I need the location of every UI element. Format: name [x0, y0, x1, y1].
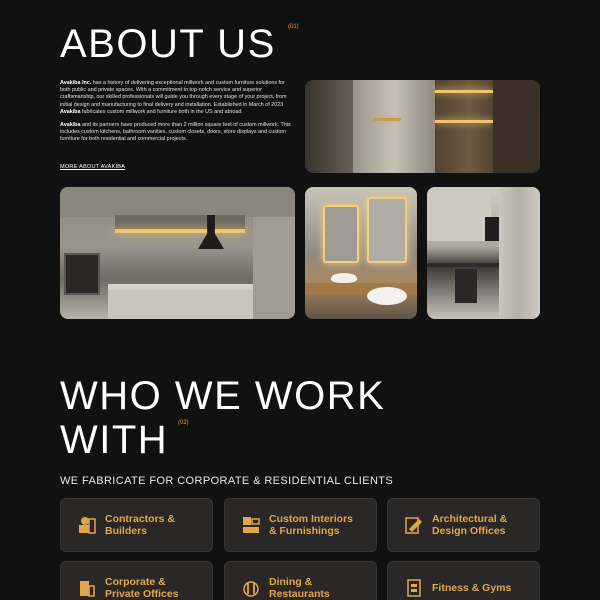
card-label: Dining & Restaurants: [269, 576, 330, 600]
card-label: Fitness & Gyms: [432, 582, 512, 594]
card-contractors-builders[interactable]: [60, 498, 213, 552]
card-architectural-design[interactable]: [387, 498, 540, 552]
architecture-icon: [404, 515, 424, 535]
card-label: Corporate & Private Offices: [105, 576, 179, 600]
contractor-icon: [77, 515, 97, 535]
about-paragraph-2: [60, 122, 296, 144]
about-description: [60, 80, 296, 150]
more-about-link[interactable]: MORE ABOUT AVAKIBA: [60, 164, 126, 170]
office-building-icon: [77, 578, 97, 598]
brand-name: Avakiba Inc.: [60, 80, 92, 86]
card-label: Architectural & Design Offices: [432, 513, 508, 537]
cabinet-closeup-photo: [305, 80, 540, 173]
brand-name: Avakiba: [60, 108, 81, 115]
dining-icon: [241, 578, 261, 598]
about-text-3: and its partners have produced more than 2 million square feet of custom millwork. This includes custom kitchens, bathroom vanities, custom closets, doors, store displays and custom furniture for both residential and commercial projects.: [60, 122, 291, 143]
card-custom-interiors[interactable]: [224, 498, 377, 552]
clients-subtitle: WE FABRICATE FOR CORPORATE & RESIDENTIAL CLIENTS: [60, 475, 394, 487]
about-index: (01): [288, 24, 299, 30]
about-title: ABOUT US: [60, 22, 276, 66]
interiors-icon: [241, 515, 261, 535]
card-label: Custom Interiors & Furnishings: [269, 513, 354, 537]
brand-name: Avakiba: [60, 122, 81, 129]
who-we-work-with-title: WHO WE WORK WITH: [60, 374, 386, 462]
bathroom-photo: [305, 187, 417, 319]
kitchen-photo: [60, 187, 295, 319]
card-corporate-offices[interactable]: [60, 561, 213, 600]
card-label: Contractors & Builders: [105, 513, 176, 537]
about-paragraph-1: [60, 80, 296, 116]
fitness-icon: [404, 578, 424, 598]
card-fitness-gyms[interactable]: [387, 561, 540, 600]
about-text-2: fabricates custom millwork and furniture both in the US and abroad.: [80, 108, 243, 115]
card-dining-restaurants[interactable]: [224, 561, 377, 600]
kitchen-corner-photo: [427, 187, 540, 319]
who-index: (02): [178, 420, 189, 426]
about-text-1: has a history of delivering exceptional millwork and custom furniture solutions for both public and private spaces. With a commitment to top-notch service and superior craftsmanship, our skilled professionals will guide you through every stage of your project, from initial design and manufacturing to final delivery and installation. Established in March of 2023: [60, 80, 287, 108]
